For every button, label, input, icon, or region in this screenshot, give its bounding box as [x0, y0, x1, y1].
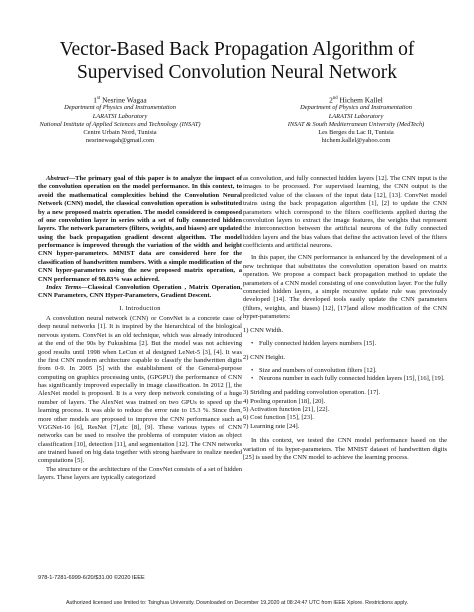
list-item: 5) Activation function [21], [22].	[243, 406, 330, 413]
list-item-width: 1) CNN Width.	[243, 327, 284, 335]
abstract	[38, 175, 242, 284]
intro-paragraph-2: The structure or the architecture of the ConvNet consists of a set of hidden layers. These layers are typically categorized	[38, 465, 242, 482]
right-paragraph-2: In this paper, the CNN performance is enhanced by the development of a new technique that substitutes the convolution operation based on matrix operation. We propose a compact back propagation method to update the parameters of a CNN model consisting of one convolution layer. For the fully connected hidden layers, a simple recursive update rule was previously developed [14]. The developed tools easily update the CNN parameters (filters, weights, and biases) [12], [17]and allow modification of the CNN hyper-parameters:	[243, 254, 447, 320]
list-subitem-text: Fully connected hidden layers numbers [15].	[259, 339, 377, 347]
author-1-name-line	[4, 94, 236, 104]
author-2-lab: LARATSI Laboratory	[328, 112, 384, 120]
paper-title	[20, 38, 454, 84]
index-terms-lead: Index Terms	[46, 283, 82, 291]
author-2-name-line	[240, 94, 472, 104]
license-notice: Authorized licensed use limited to: Tsinghua University. Downloaded on December 19,2020 at 08:24:47 UTC from IEEE Xplore. Restrictions apply.	[65, 600, 409, 606]
author-1-address: Centre Urbain Nord, Tunisia	[83, 128, 157, 136]
title-line-1: Vector-Based Back Propagation Algorithm of	[59, 39, 415, 60]
abstract-lead: Abstract	[46, 175, 69, 182]
bullet-glyph: •	[251, 374, 254, 382]
author-1-dept: Department of Physics and Instrumentation	[64, 104, 176, 112]
list-subitem	[243, 375, 447, 383]
index-terms	[38, 284, 242, 301]
list-item: 4) Pooling operation [18], [20].	[243, 397, 326, 405]
author-2-ordinal: 2	[329, 95, 333, 105]
author-1-email: nesrinewagah@gmail.com	[85, 136, 155, 144]
author-2-inst: INSAT & South Mediterranean University (MedTech)	[287, 120, 425, 128]
list-subitem	[243, 367, 447, 375]
right-paragraph-1: as convolution, and fully connected hidden layers [12]. The CNN input is the images to be processed. For supervised learning, the CNN output is the predicted value of the classes of the input data [12], [13]. ConvNet model trains using the back propagation algorithm [1], [2] to update the CNN parameters which correspond to the filters coefficients applied during the convolution layers to extract the image features, the weights that represent the interconnection between the artificial neurons of the fully connected hidden layers and the bias values that define the activation level of the filters coefficients and artificial neurons.	[243, 175, 447, 249]
index-terms-body: —Classical Convolution Operation , Matrix Operation, CNN Parameters, CNN Hyper-Parameters, Gradient Descent.	[38, 283, 242, 300]
author-1-ordinal-sup: st	[97, 96, 101, 101]
list-subitem-text: Size and numbers of convolution filters [12].	[259, 366, 377, 374]
author-block-2	[240, 94, 472, 145]
bullet-glyph: •	[251, 366, 254, 374]
author-2-dept: Department of Physics and Instrumentation	[300, 104, 412, 112]
author-block-1	[4, 94, 236, 145]
title-line-2: Supervised Convolution Neural Network	[76, 62, 398, 83]
list-item-height: 2) CNN Height.	[243, 354, 286, 362]
right-paragraph-3: In this context, we tested the CNN model performance based on the variation of its hyper-parameters. The MNIST dataset of handwritten digits [25] is used by the CNN model to achieve the learning process.	[243, 437, 447, 461]
right-column	[243, 175, 447, 462]
author-2-email: hichem.kallel@yahoo.com	[321, 136, 391, 144]
author-2-address: Les Berges du Lac II, Tunisia	[318, 128, 394, 136]
author-1-inst: National Institute of Applied Sciences and Technology (INSAT)	[39, 120, 201, 128]
list-subitem	[243, 340, 447, 348]
abstract-body: —The primary goal of this paper is to analyze the impact of the convolution operation on the model performance. In this context, to avoid the mathematical complexities behind the Convolution Neural Network (CNN) model, the classical convolution operation is substituted by a new proposed matrix operation. The model considered is composed of one convolution layer in series with a set of fully connected hidden layers. The network parameters (filters, weights, and biases) are updated using the back propagation gradient descent algorithm. The model performance is improved through the variation of the width and height CNN hyper-parameters. MNIST data are considered here for the classification of handwritten numbers. With a simple modification of the CNN hyper-parameters using the new proposed matrix operation, a CNN performance of 98.83% was achieved.	[38, 175, 242, 283]
author-2-name: Hichem Kallel	[339, 95, 383, 105]
copyright-footer: 978-1-7281-6999-6/20/$31.00 ©2020 IEEE	[38, 575, 145, 581]
bullet-glyph: •	[251, 339, 254, 347]
author-2-ordinal-sup: nd	[332, 96, 338, 101]
author-1-ordinal: 1	[93, 95, 97, 105]
intro-paragraph-1: A convolution neural network (CNN) or ConvNet is a concrete case of deep neural networks [1]. It is inspired by the hierarchical of the biological nervous system. ConvNet is an old technique, which was already introduced at the end of the 90s by Fukushima [2]. But the model was not achieving good results until 1998 when LeCun et al designed LeNet-5 [3], [4]. It was the first CNN modern architecture capable to classify the handwritten digits from 0-9. In 2005 [5] with the establishment of the General-purpose computing on graphics processing units, (GPGPU) the performance of CNN has significantly improved especially in image classification. In 2012 [], the AlexNet model is proposed. It is a very deep network consisting of a huge number of layers. The AlexNet was trained on two GPUs to speed up the learning process. It was able to reduce the error rate to 15.3 %. Since then, more other models are proposed to improve the CNN performance such as VGGNet-16 [6], ResNet [7],etc [8], [9]. These various types of CNN networks can be used to resolve the problems of computer vision as object classification [10], detection [11], and segmentation [12]. The CNN networks are trained based on big data together with strong hardware to realize needed computations [5].	[38, 315, 242, 465]
section-heading-introduction: I. Introduction	[119, 304, 161, 312]
list-item: 3) Striding and padding convolution operation. [17].	[243, 389, 381, 397]
list-item: 7) Learning rate [24].	[243, 422, 300, 430]
hyperparameter-list	[243, 327, 447, 431]
author-1-lab: LARATSI Laboratory	[92, 112, 148, 120]
list-subitem-text: Neurons number in each fully connected hidden layers [15], [16], [19].	[259, 374, 445, 382]
list-item: 6) Cost function [15], [23].	[243, 414, 314, 422]
author-1-name: Nesrine Wagaa	[102, 95, 147, 105]
left-column	[38, 175, 242, 483]
